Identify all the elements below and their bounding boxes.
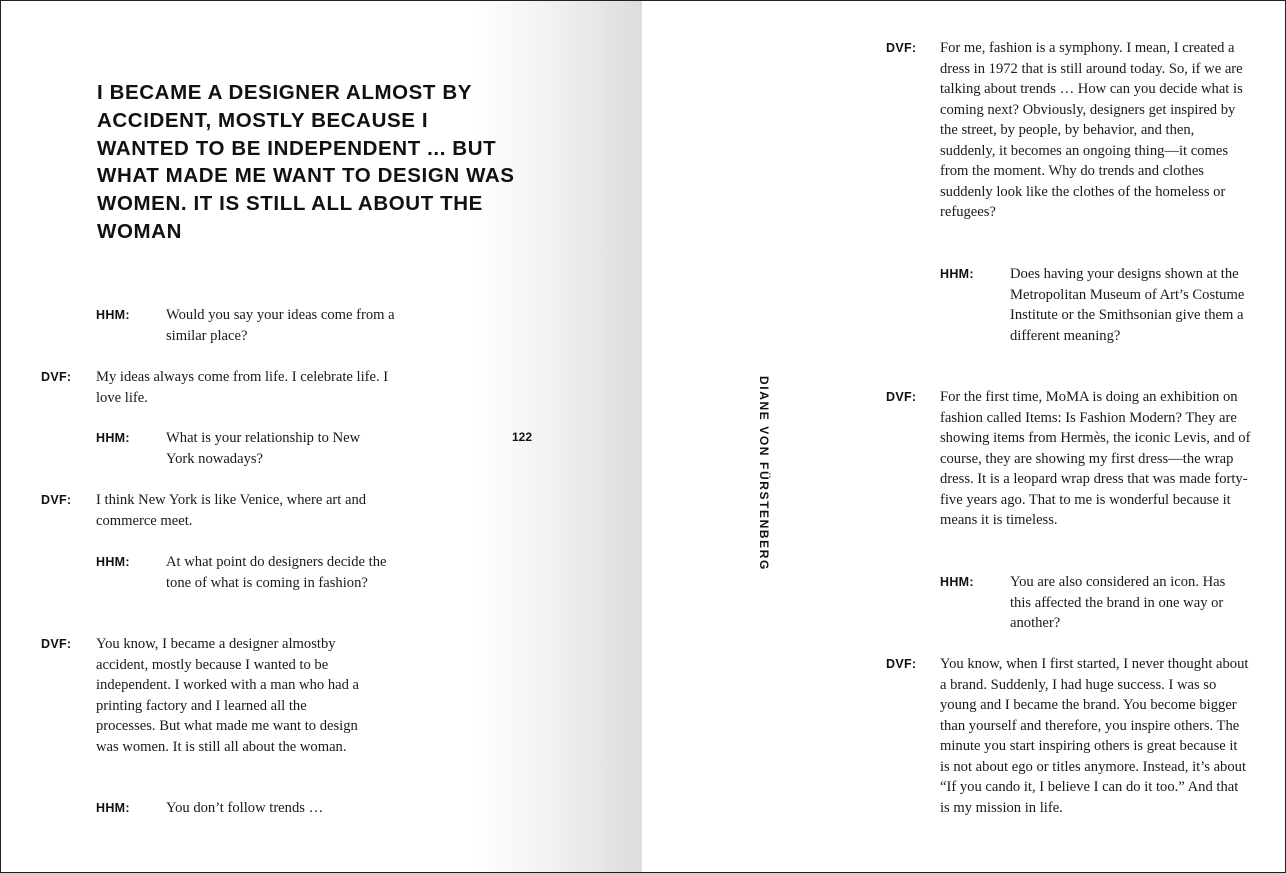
speaker-hhm: HHM: xyxy=(940,267,974,281)
speaker-dvf: DVF: xyxy=(41,637,72,651)
answer-text: You know, when I first started, I never thought about a brand. Suddenly, I had huge success. I was so young and I became the brand. You become bigger than yourself and therefore, you inspire others. The minute you start inspiring others is great because it is not about ego or titles anymore. Instead, it’s about “If you cando it, I believe I can do it too.” And that is my mission in life. xyxy=(940,656,1249,816)
answer-text: For the first time, MoMA is doing an exhibition on fashion called Items: Is Fashion Modern? They are showing items from Hermès, the iconic Levis, and of course, they are showing my first dress—the wrap dress. It is a leopard wrap dress that was made forty-five years ago. That to me is wonderful because it means it is timeless. xyxy=(940,389,1251,528)
pull-quote: I BECAME A DESIGNER ALMOST BY ACCIDENT, MOSTLY BECAUSE I WANTED TO BE INDEPENDENT ... BUT WHAT MADE ME WANT TO DESIGN WAS WOMEN. IT IS STILL ALL ABOUT THE WOMAN xyxy=(97,81,515,243)
speaker-dvf: DVF: xyxy=(41,493,72,507)
speaker-hhm: HHM: xyxy=(96,555,130,569)
speaker-dvf: DVF: xyxy=(41,370,72,384)
speaker-hhm: HHM: xyxy=(96,801,130,815)
speaker-dvf: DVF: xyxy=(886,390,917,404)
right-page xyxy=(642,1,1285,872)
running-head: DIANE VON FÜRSTENBERG xyxy=(757,376,771,571)
speaker-hhm: HHM: xyxy=(96,308,130,322)
speaker-hhm: HHM: xyxy=(96,431,130,445)
answer-text: You know, I became a designer almostby accident, mostly because I wanted to be independent. I worked with a man who had a printing factory and I learned all the processes. But what made me want to design was women. It is still all about the woman. xyxy=(96,636,360,755)
question-text: You don’t follow trends … xyxy=(166,800,324,816)
speaker-dvf: DVF: xyxy=(886,41,917,55)
page-number: 122 xyxy=(512,430,533,444)
answer-text: My ideas always come from life. I celebrate life. I love life. xyxy=(96,369,389,406)
speaker-hhm: HHM: xyxy=(940,575,974,589)
question-text: At what point do designers decide the tone of what is coming in fashion? xyxy=(166,554,387,591)
answer-text: I think New York is like Venice, where art and commerce meet. xyxy=(96,492,367,529)
question-text: You are also considered an icon. Has this affected the brand in one way or another? xyxy=(1010,574,1226,631)
question-text: Would you say your ideas come from a similar place? xyxy=(166,307,395,344)
question-text: Does having your designs shown at the Metropolitan Museum of Art’s Costume Institute or the Smithsonian give them a different meaning? xyxy=(1010,266,1245,344)
question-text: What is your relationship to New York nowadays? xyxy=(166,430,361,467)
answer-text: For me, fashion is a symphony. I mean, I created a dress in 1972 that is still around today. So, if we are talking about trends … How can you decide what is coming next? Obviously, designers get inspired by the street, by people, by behavior, and then, suddenly, it becomes an ongoing thing—it comes from the moment. Why do trends and clothes suddenly look like the clothes of the homeless or refugees? xyxy=(940,40,1243,220)
left-page xyxy=(1,1,642,872)
speaker-dvf: DVF: xyxy=(886,657,917,671)
